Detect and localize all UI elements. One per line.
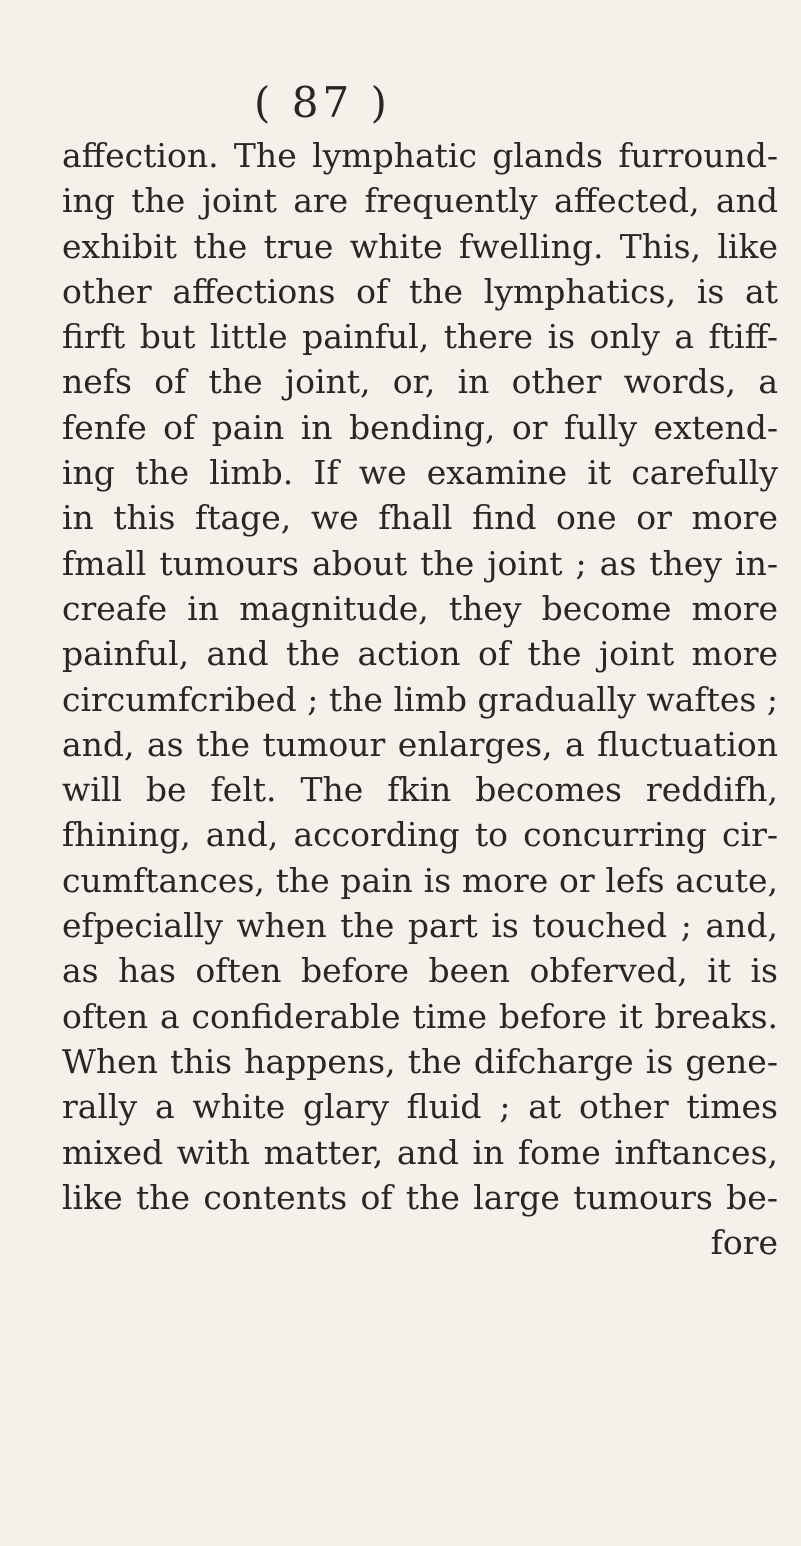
text-line: other affections of the lymphatics, is at xyxy=(62,271,778,311)
text-line: like the contents of the large tumours be- xyxy=(62,1177,778,1217)
text-line: and, as the tumour enlarges, a fluctuation xyxy=(62,724,778,764)
text-line: as has often before been obferved, it is xyxy=(62,951,778,991)
text-line: nefs of the joint, or, in other words, a xyxy=(62,362,778,402)
text-line: ing the joint are frequently affected, and xyxy=(62,181,778,221)
text-line: in this ftage, we fhall find one or more xyxy=(62,498,778,538)
text-line: affection. The lymphatic glands furround- xyxy=(62,136,778,175)
text-line: circumfcribed ; the limb gradually waftes ; xyxy=(62,679,778,719)
page-number: ( 87 ) xyxy=(254,78,391,127)
text-line: fhining, and, according to concurring cir- xyxy=(62,815,778,855)
text-line: When this happens, the difcharge is gene- xyxy=(62,1041,778,1081)
text-line: creafe in magnitude, they become more xyxy=(62,588,778,628)
text-line: cumftances, the pain is more or lefs acute, xyxy=(62,860,778,900)
text-line: fenfe of pain in bending, or fully extend- xyxy=(62,407,778,447)
body-text xyxy=(62,133,778,1265)
text-line: ing the limb. If we examine it carefully xyxy=(62,453,778,493)
text-line: firft but little painful, there is only a ftiff- xyxy=(62,317,778,357)
text-line: painful, and the action of the joint more xyxy=(62,634,778,674)
catchword: fore xyxy=(710,1223,778,1263)
text-line: will be felt. The fkin becomes reddifh, xyxy=(62,770,778,810)
text-line: often a confiderable time before it breaks. xyxy=(62,996,778,1036)
text-line: efpecially when the part is touched ; and, xyxy=(62,906,778,946)
text-line: rally a white glary fluid ; at other times xyxy=(62,1087,778,1127)
text-line: mixed with matter, and in fome inftances, xyxy=(62,1132,778,1172)
text-line: fmall tumours about the joint ; as they in- xyxy=(62,543,778,583)
text-line: exhibit the true white fwelling. This, like xyxy=(62,226,778,266)
